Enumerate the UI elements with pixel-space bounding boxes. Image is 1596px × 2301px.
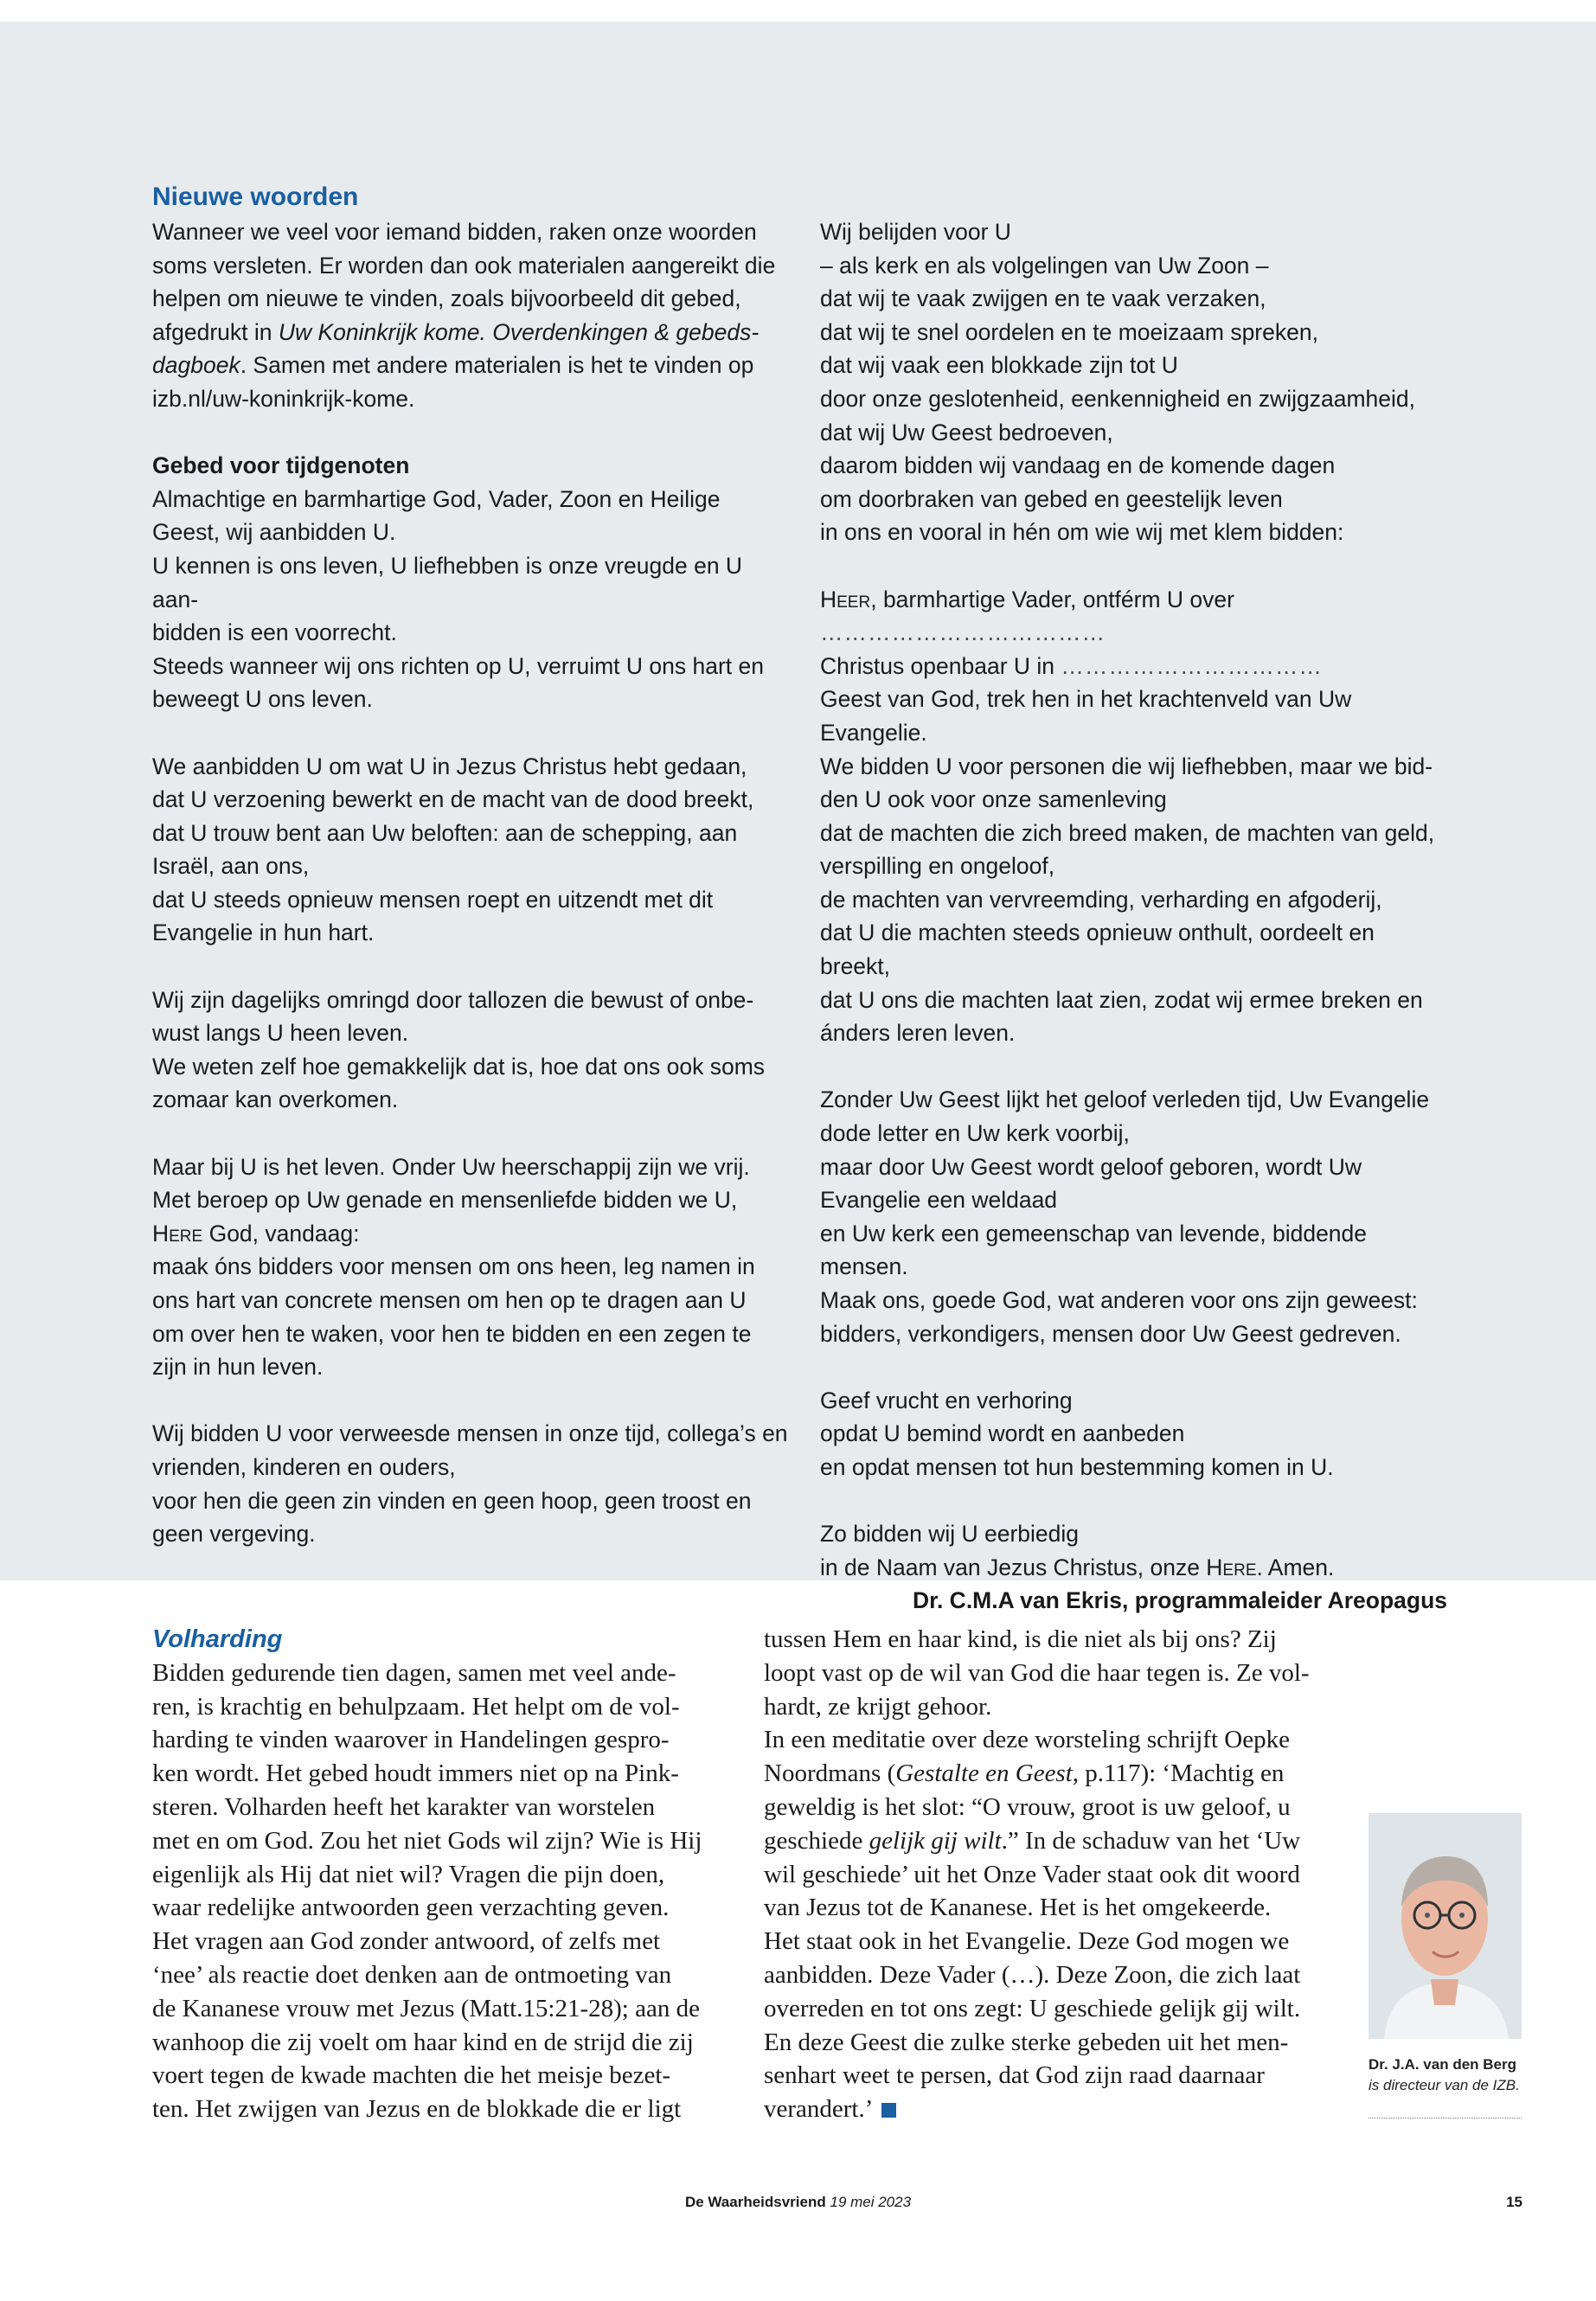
prayer-line: Heer, barmhartige Vader, ontférm U over ……………………………… [820, 586, 1234, 646]
article-right-column [764, 1623, 1335, 2126]
prayer-line: dode letter en Uw kerk voorbij, [820, 1120, 1130, 1147]
article-line: wanhoop die zij voelt om haar kind en de strijd die zij [152, 2028, 694, 2056]
intro-line: dagboek. Samen met andere materialen is het te vinden op [152, 352, 754, 379]
prayer-line: geen vergeving. [152, 1521, 316, 1548]
prayer-line: dat de machten die zich breed maken, de machten van geld, [820, 819, 1435, 846]
article-line: steren. Volharden heeft het karakter van worstelen [152, 1792, 656, 1821]
prayer-line: in de Naam van Jezus Christus, onze Here. Amen. [820, 1554, 1335, 1580]
prayer-line: ánders leren leven. [820, 1020, 1016, 1047]
prayer-line: dat U ons die machten laat zien, zodat wij ermee breken en [820, 986, 1423, 1013]
stanza-break [820, 1350, 1447, 1384]
prayer-line: bidders, verkondigers, mensen door Uw Geest gedreven. [820, 1320, 1401, 1347]
prayer-line: Geest, wij aanbidden U. [152, 519, 396, 546]
article-line: wil geschiede’ uit het Onze Vader staat ook dit woord [764, 1860, 1300, 1888]
prayer-line: ons hart van concrete mensen om hen op te dragen aan U [152, 1287, 747, 1313]
intro-line: Wanneer we veel voor iemand bidden, raken onze woorden [152, 219, 757, 245]
book-title: Uw Koninkrijk kome. Overdenkingen & gebeds- [278, 318, 760, 345]
article-line: En deze Geest die zulke sterke gebeden uit het men- [764, 2028, 1289, 2056]
article-line: met en om God. Zou het niet Gods wil zijn? Wie is Hij [152, 1826, 702, 1855]
prayer-line: We weten zelf hoe gemakkelijk dat is, hoe dat ons ook soms [152, 1053, 766, 1080]
prayer-line: daarom bidden wij vandaag en de komende dagen [820, 452, 1336, 479]
article-line: ren, is krachtig en behulpzaam. Het helpt om de vol- [152, 1692, 680, 1721]
article-line: Noordmans (Gestalte en Geest, p.117): ‘Machtig en [764, 1759, 1285, 1788]
prayer-line: dat wij vaak een blokkade zijn tot U [820, 352, 1178, 379]
prayer-line: dat U steeds opnieuw mensen roept en uitzendt met dit [152, 886, 714, 913]
article-line: geschiede gelijk gij wilt.” In de schaduw van het ‘Uw [764, 1826, 1301, 1855]
fill-in-dots: ……………………………… [820, 619, 1106, 646]
prayer-line: Wij bidden U voor verweesde mensen in onze tijd, collega’s en [152, 1420, 788, 1447]
prayer-line: door onze geslotenheid, eenkennigheid en zwijgzaamheid, [820, 385, 1416, 412]
article-line: Bidden gedurende tien dagen, samen met veel ande- [152, 1658, 676, 1687]
section-heading: Nieuwe woorden [152, 183, 359, 211]
author-name: Dr. J.A. van den Berg [1368, 2056, 1516, 2073]
prayer-line: dat wij Uw Geest bedroeven, [820, 419, 1113, 445]
prayer-line: Evangelie in hun hart. [152, 920, 375, 946]
article-line: In een meditatie over deze worsteling schrijft Oepke [764, 1726, 1290, 1754]
book-title: dagboek [152, 352, 240, 379]
prayer-line: breekt, [820, 953, 891, 980]
magazine-name: De Waarheidsvriend [684, 2194, 826, 2210]
stanza-break [152, 950, 792, 984]
article-line: eigenlijk als Hij dat niet wil? Vragen die pijn doen, [152, 1860, 665, 1888]
article-line: senhart weet te persen, dat God zijn raad daarnaar [764, 2061, 1265, 2090]
stanza-break [152, 1384, 792, 1418]
prayer-line: verspilling en ongeloof, [820, 853, 1055, 880]
prayer-line: Wij zijn dagelijks omringd door tallozen die bewust of onbe- [152, 986, 754, 1013]
prayer-line: Evangelie een weldaad [820, 1187, 1058, 1214]
stanza-break [820, 1484, 1447, 1518]
stanza-break [152, 716, 792, 750]
author-caption [1368, 2054, 1524, 2096]
prayer-line: dat U verzoening bewerkt en de macht van de dood breekt, [152, 786, 754, 813]
stanza-break [820, 549, 1447, 583]
article-heading: Volharding [152, 1625, 283, 1653]
page-footer [0, 2194, 1596, 2211]
article-line: harding te vinden waarover in Handelingen gespro- [152, 1726, 670, 1754]
prayer-line: Maar bij U is het leven. Onder Uw heerschappij zijn we vrij. [152, 1153, 750, 1180]
prayer-line: Zo bidden wij U eerbiedig [820, 1521, 1080, 1548]
article-line: ken wordt. Het gebed houdt immers niet op na Pink- [152, 1759, 679, 1788]
prayer-line: Christus openbaar U in …………………………… [820, 652, 1323, 679]
prayer-line: bidden is een voorrecht. [152, 619, 397, 646]
prayer-line: We bidden U voor personen die wij liefhebben, maar we bid- [820, 753, 1433, 779]
article-line: Het vragen aan God zonder antwoord, of zelfs met [152, 1927, 661, 1956]
prayer-line: Zonder Uw Geest lijkt het geloof verleden tijd, Uw Evangelie [820, 1086, 1430, 1113]
prayer-line: Almachtige en barmhartige God, Vader, Zoon en Heilige [152, 485, 721, 512]
stanza-break [820, 1050, 1447, 1084]
prayer-line: dat wij te vaak zwijgen en te vaak verzaken, [820, 285, 1266, 312]
article-line: overreden en tot ons zegt: U geschiede gelijk gij wilt. [764, 1994, 1301, 2022]
prayer-line: dat U die machten steeds opnieuw onthult, oordeelt en [820, 920, 1375, 946]
prayer-line: om over hen te waken, voor hen te bidden en een zegen te [152, 1320, 752, 1347]
page-number: 15 [1506, 2194, 1522, 2210]
prayer-line: – als kerk en als volgelingen van Uw Zoon – [820, 252, 1269, 279]
article-line: tussen Hem en haar kind, is die niet als bij ons? Zij [764, 1625, 1277, 1653]
prayer-line: dat U trouw bent aan Uw beloften: aan de schepping, aan [152, 819, 738, 846]
prayer-line: Met beroep op Uw genade en mensenliefde bidden we U, [152, 1187, 738, 1214]
fill-in-dots: …………………………… [1061, 652, 1323, 679]
prayer-line: en opdat mensen tot hun bestemming komen in U. [820, 1453, 1334, 1480]
prayer-line: Wij belijden voor U [820, 219, 1011, 245]
article-line: aanbidden. Deze Vader (…). Deze Zoon, die zich laat [764, 1960, 1301, 1989]
prayer-signature: Dr. C.M.A van Ekris, programmaleider Areopagus [912, 1587, 1447, 1614]
author-portrait [1368, 1813, 1522, 2039]
prayer-line: Maak ons, goede God, wat anderen voor ons zijn geweest: [820, 1287, 1418, 1313]
article-line: loopt vast op de wil van God die haar tegen is. Ze vol- [764, 1658, 1310, 1687]
prayer-title: Gebed voor tijdgenoten [152, 452, 410, 479]
author-photo-icon [1368, 1813, 1522, 2039]
prayer-line: maar door Uw Geest wordt geloof geboren, wordt Uw [820, 1153, 1362, 1180]
article-line: ten. Het zwijgen van Jezus en de blokkade die er ligt [152, 2095, 682, 2124]
prayer-line: Israël, aan ons, [152, 853, 310, 880]
article-line: de Kananese vrouw met Jezus (Matt.15:21-28); aan de [152, 1994, 700, 2022]
prayer-line: Here God, vandaag: [152, 1220, 360, 1247]
end-mark-icon [881, 2103, 896, 2118]
prayer-line: Steeds wanneer wij ons richten op U, verruimt U ons hart en [152, 652, 764, 679]
article-line: ‘nee’ als reactie doet denken aan de ontmoeting van [152, 1960, 672, 1989]
intro-link-text: izb.nl/uw-koninkrijk-kome. [152, 385, 415, 412]
prayer-line: en Uw kerk een gemeenschap van levende, biddende mensen. [820, 1220, 1368, 1280]
prayer-line: opdat U bemind wordt en aanbeden [820, 1420, 1185, 1447]
prayer-right-column [820, 215, 1447, 1618]
intro-line: soms versleten. Er worden dan ook materialen aangereikt die [152, 252, 776, 279]
article-line: waar redelijke antwoorden geen verzachting geven. [152, 1894, 670, 1922]
prayer-line: wust langs U heen leven. [152, 1020, 409, 1047]
prayer-line: We aanbidden U om wat U in Jezus Christus hebt gedaan, [152, 753, 747, 779]
article-line: geweldig is het slot: “O vrouw, groot is uw geloof, u [764, 1792, 1291, 1821]
article-line: Het staat ook in het Evangelie. Deze God mogen we [764, 1927, 1290, 1956]
prayer-line: zijn in hun leven. [152, 1354, 324, 1381]
prayer-line: om doorbraken van gebed en geestelijk leven [820, 485, 1283, 512]
prayer-line: Geef vrucht en verhoring [820, 1387, 1073, 1413]
prayer-line: voor hen die geen zin vinden en geen hoop, geen troost en [152, 1487, 752, 1514]
article-line: voert tegen de kwade machten die het meisje bezet- [152, 2061, 671, 2090]
prayer-line: maak óns bidders voor mensen om ons heen, leg namen in [152, 1253, 755, 1280]
prayer-line: den U ook voor onze samenleving [820, 786, 1167, 813]
stanza-break [152, 1117, 792, 1150]
prayer-line: Geest van God, trek hen in het krachtenveld van Uw Evangelie. [820, 686, 1352, 746]
author-role: is directeur van de IZB. [1368, 2077, 1520, 2093]
issue-date: 19 mei 2023 [830, 2194, 912, 2210]
prayer-line: zomaar kan overkomen. [152, 1086, 399, 1113]
prayer-line: dat wij te snel oordelen en te moeizaam spreken, [820, 318, 1318, 345]
prayer-line: de machten van vervreemding, verharding en afgoderij, [820, 886, 1382, 913]
article-line: van Jezus tot de Kananese. Het is het omgekeerde. [764, 1894, 1272, 1922]
prayer-line: in ons en vooral in hén om wie wij met klem bidden: [820, 519, 1344, 546]
article-left-column [152, 1623, 723, 2126]
prayer-line: beweegt U ons leven. [152, 686, 373, 713]
article-line: hardt, ze krijgt gehoor. [764, 1692, 992, 1721]
prayer-line: vrienden, kinderen en ouders, [152, 1453, 456, 1480]
intro-line: afgedrukt in Uw Koninkrijk kome. Overdenkingen & gebeds- [152, 318, 760, 345]
intro-line: helpen om nieuwe te vinden, zoals bijvoorbeeld dit gebed, [152, 285, 741, 312]
article-line: verandert.’ [764, 2093, 1335, 2126]
prayer-line: U kennen is ons leven, U liefhebben is onze vreugde en U aan- [152, 552, 743, 612]
prayer-left-column [152, 179, 792, 1551]
